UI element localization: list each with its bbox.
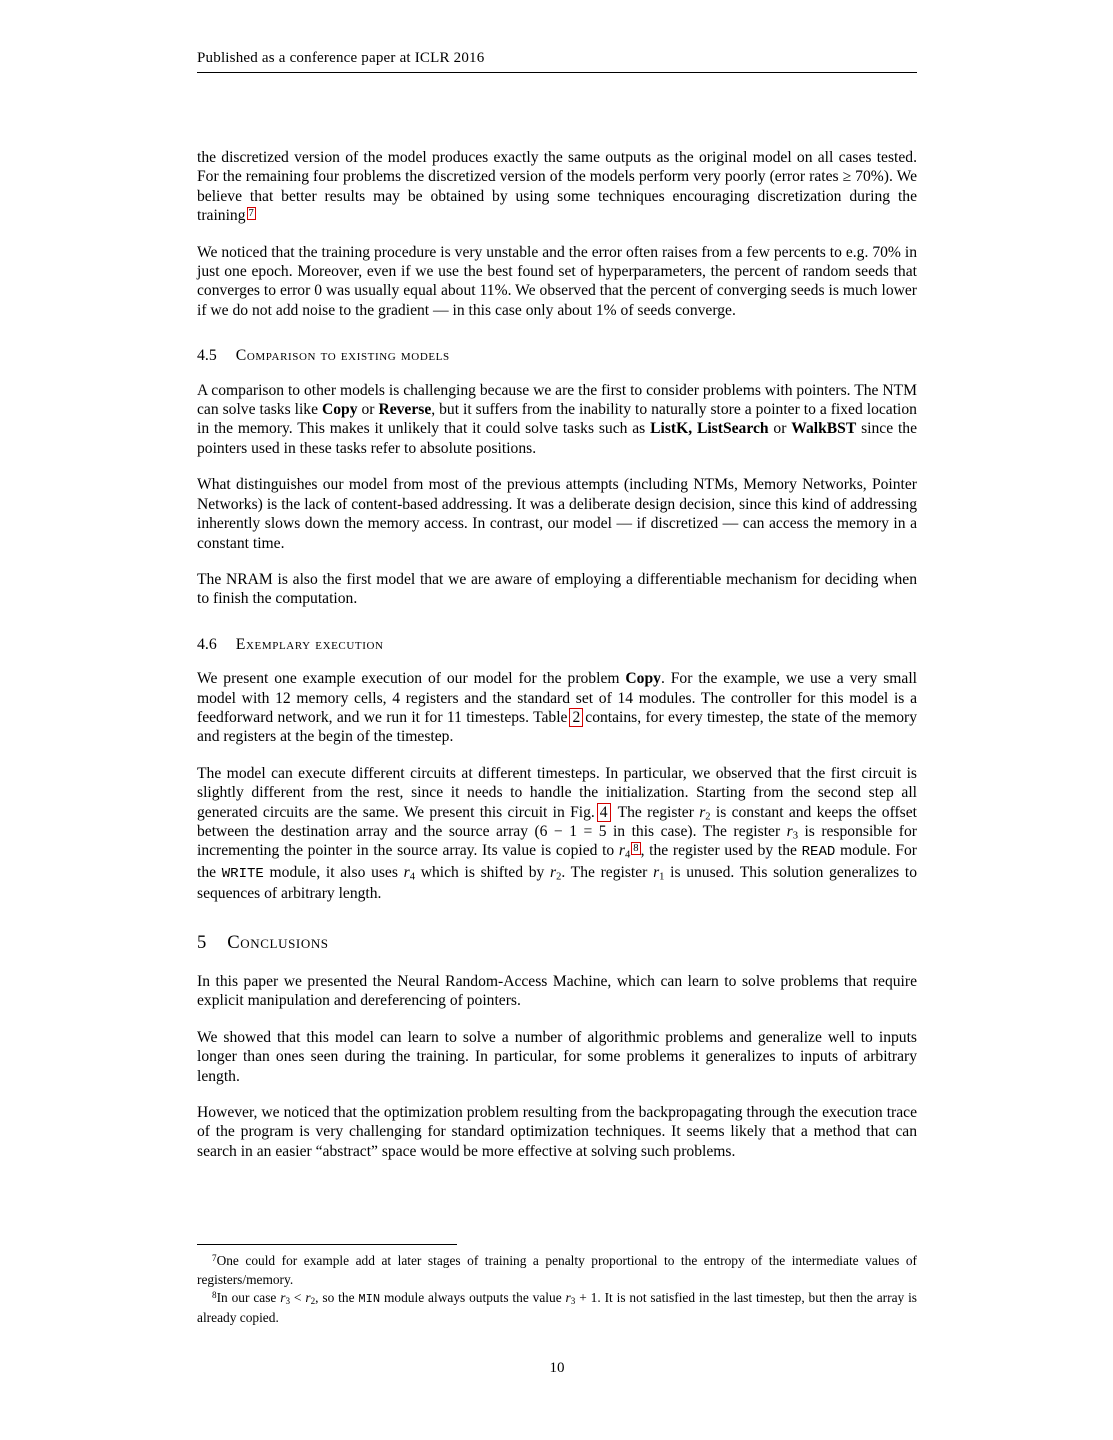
text-segment: WalkBST (791, 420, 857, 438)
code-token: WRITE (221, 865, 264, 882)
text-segment: r (565, 1290, 571, 1306)
subsection-heading (197, 635, 917, 654)
text-segment: r (305, 1290, 311, 1306)
footnote-list (197, 1252, 917, 1327)
text-segment: 2 (556, 871, 562, 883)
paragraph: The model can execute different circuits at different timesteps. In particular, we observed that the first circuit is slightly different from the rest, since it needs to handle the initialization. Starting from the second step all generated circuits are the same. We present this circuit in Fig. 4 The register r2 is constant and keeps the offset between the destination array and the source array (6 − 1 = 5 in this case). The register r3 is responsible for incrementing the pointer in the source array. Its value is copied to r4$^8$ , the register used by the READ module. For the WRITE module, it also uses r4 which is shifted by r2. The register r1 is unused. This solution generalizes to sequences of arbitrary length. (197, 764, 917, 903)
running-header: Published as a conference paper at ICLR 2016 (197, 50, 485, 66)
text-segment: Reverse (378, 401, 432, 419)
text-segment: 2 (705, 810, 711, 822)
footnote: $^8$In our case r3 < r2, so the MIN module always outputs the value r3 + 1. It is not satisfied in the last timestep, but then the array is already copied. (197, 1290, 918, 1325)
header-rule (197, 72, 917, 73)
text-segment: r (403, 863, 410, 881)
text-segment: Copy (321, 401, 358, 419)
text-segment: 4 (409, 871, 415, 883)
text-segment: r (280, 1290, 286, 1306)
text-segment: r (699, 803, 706, 821)
paragraph: However, we noticed that the optimization problem resulting from the backpropagating through the execution trace of the program is very challenging for standard optimization techniques. It seems likely that a method that can search in an easier “abstract” space would be more effective at solving such problems. (197, 1104, 917, 1160)
text-segment: 4 (624, 849, 631, 861)
paragraph: We present one example execution of our model for the problem Copy. For the example, we use a very small model with 12 memory cells, 4 registers and the standard set of 14 modules. The controller for this model is a feedforward network, and we run it for 11 timesteps. Table 2 contains, for every timestep, the state of the memory and registers at the begin of the timestep. (197, 670, 918, 746)
code-token: READ (801, 844, 836, 861)
text-segment: r (618, 842, 625, 860)
page-number: 10 (549, 1360, 565, 1376)
text-segment: r (653, 863, 660, 881)
text-segment: 1 (659, 871, 665, 883)
heading-title: Exemplary execution (235, 635, 384, 653)
subsection-heading (197, 346, 917, 365)
footnote-separator-rule (197, 1244, 457, 1245)
paragraph: We showed that this model can learn to solve a number of algorithmic problems and generalize well to inputs longer than ones seen during the training. In particular, for some problems it generalizes to inputs of arbitrary length. (197, 1028, 917, 1085)
paragraph: A comparison to other models is challenging because we are the first to consider problems with pointers. The NTM can solve tasks like Copy or Reverse, but it suffers from the inability to naturally store a pointer to a fixed location in the memory. This makes it unlikely that it could solve tasks such as ListK, ListSearch or WalkBST since the pointers used in these tasks refer to absolute positions. (197, 381, 918, 457)
document-body (197, 148, 917, 1178)
paragraph: the discretized version of the model produces exactly the same outputs as the original model on all cases tested. For the remaining four problems the discretized version of the models perform very poorly (error rates ≥ 70%). We believe that better results may be obtained by using some techniques encouraging discretization during the training $^7$ (197, 149, 917, 225)
ref-link[interactable]: 4 (597, 803, 611, 822)
text-segment: r (786, 822, 793, 840)
heading-number: 4.5 (197, 347, 217, 365)
ref-link[interactable]: 8 (633, 843, 639, 855)
text-segment: 2 (310, 1296, 316, 1307)
paragraph: The NRAM is also the first model that we are aware of employing a differentiable mechanism for deciding when to finish the computation. (197, 570, 917, 608)
ref-link[interactable]: 7 (248, 207, 254, 219)
heading-title: Conclusions (227, 931, 329, 953)
footnote: $^7$One could for example add at later stages of training a penalty proportional to the entropy of the intermediate values of registers/memory. (197, 1252, 917, 1287)
paragraph: What distinguishes our model from most of the previous attempts (including NTMs, Memory Networks, Pointer Networks) is the lack of content-based addressing. It was a deliberate design decision, since this kind of addressing inherently slows down the memory access. In contrast, our model — if discretized — can access the memory in a constant time. (197, 476, 917, 552)
text-segment: 3 (285, 1296, 291, 1307)
heading-title: Comparison to existing models (235, 347, 450, 365)
paragraph: We noticed that the training procedure is very unstable and the error often raises from a few percents to e.g. 70% in just one epoch. Moreover, even if we use the best found set of hyperparameters, the percent of random seeds that converges to error 0 was usually equal about 11%. We observed that the percent of converging seeds is much lower if we do not add noise to the gradient — in this case only about 1% of seeds converge. (197, 243, 917, 319)
text-segment: 8 (212, 1290, 217, 1301)
footnotes-section (197, 1244, 917, 1327)
text-segment: 3 (570, 1296, 576, 1307)
code-token: MIN (358, 1292, 381, 1307)
text-segment: 3 (792, 830, 798, 842)
text-segment: r (550, 863, 557, 881)
heading-number: 5 (197, 931, 207, 953)
paragraph: In this paper we presented the Neural Random-Access Machine, which can learn to solve problems that require explicit manipulation and dereferencing of pointers. (197, 973, 917, 1010)
heading-number: 4.6 (197, 635, 217, 653)
section-heading (197, 933, 917, 952)
text-segment: Copy (625, 670, 661, 688)
text-segment: ListK, ListSearch (650, 420, 769, 438)
ref-link[interactable]: 2 (569, 708, 583, 727)
text-segment: 7 (212, 1252, 217, 1263)
